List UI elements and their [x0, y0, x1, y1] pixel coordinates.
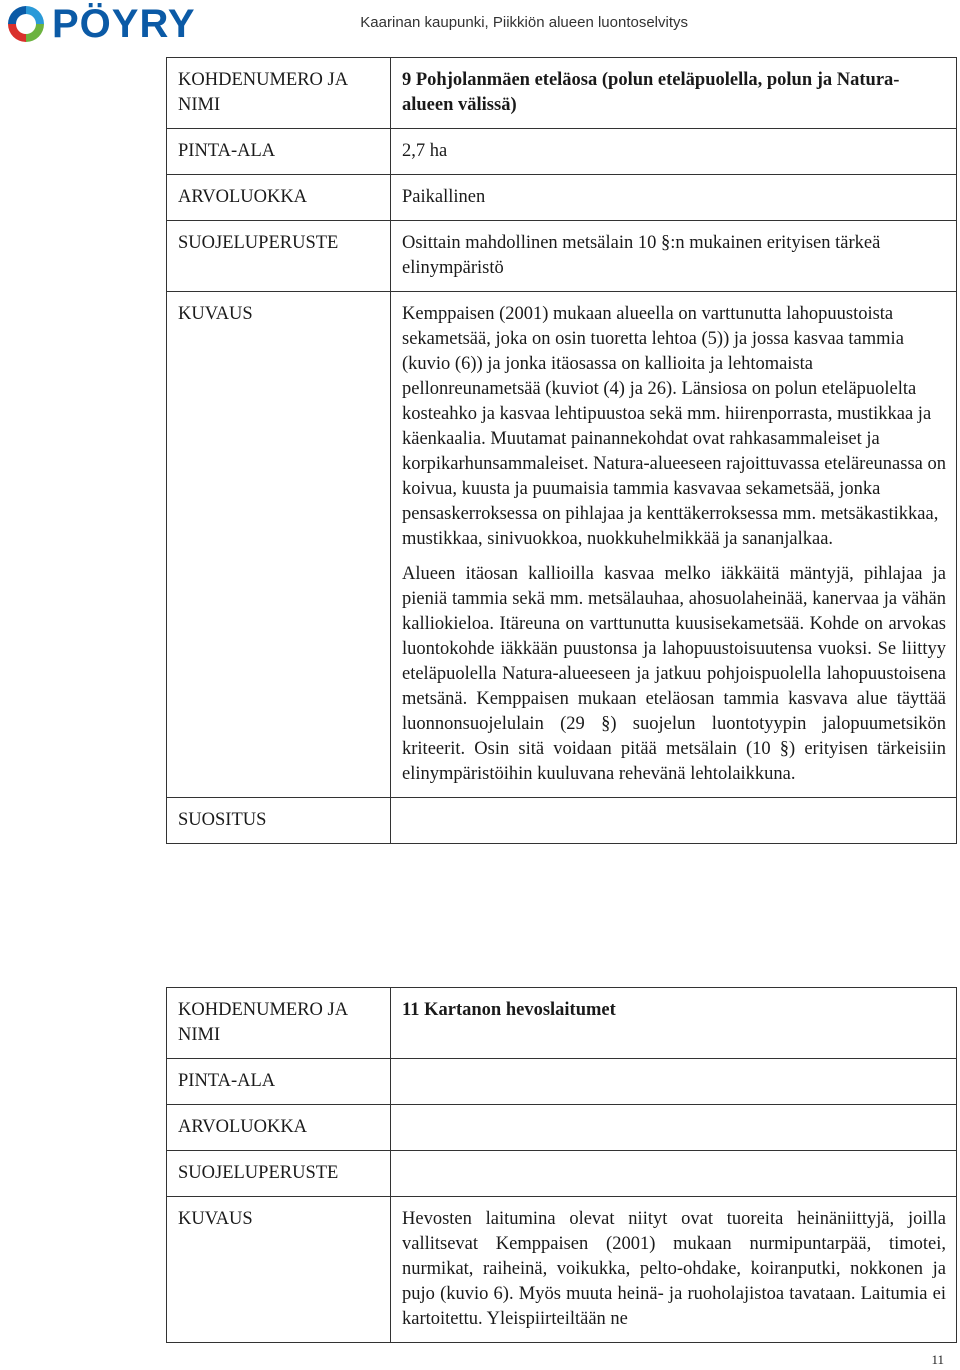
value-kuvaus	[391, 1197, 957, 1343]
label-kuvaus: KUVAUS	[167, 292, 391, 798]
label-pinta-ala: PINTA-ALA	[167, 129, 391, 175]
value-suojeluperuste: Osittain mahdollinen metsälain 10 §:n mukainen erityisen tärkeä elinympäristö	[391, 221, 957, 292]
value-arvoluokka: Paikallinen	[391, 175, 957, 221]
table-row	[167, 1059, 957, 1105]
table-row	[167, 58, 957, 129]
table-row	[167, 292, 957, 798]
value-kohdenumero: 11 Kartanon hevoslaitumet	[391, 988, 957, 1059]
poyry-logo-icon	[4, 2, 48, 46]
value-arvoluokka	[391, 1105, 957, 1151]
kuvaus-paragraph-1: Kemppaisen (2001) mukaan alueella on varttunutta lahopuustoista sekametsää, joka on osin tuoretta lehtoa (5)) ja jossa kasvaa tammia (kuvio (6)) ja jonka itäosassa on kallioita ja lehtomaista pellonreunametsää (kuviot (4) ja 26). Länsiosa on polun eteläpuolelta kosteahko ja kasvaa lehtipuustoa sekä mm. hiirenporrasta, mustikkaa ja käenkaalia. Muutamat painannekohdat ovat rahkasammaleiset ja korpikarhunsammaleiset. Natura-alueeseen rajoittuvassa eteläreunassa on koivua, kuusta ja puumaisia tammia kasvavaa sekametsää, jonka pensaskerroksessa on pihlajaa ja kenttäkerroksessa mm. metsäkastikkaa, mustikkaa, sinivuokkoa, nuokkuhelmikkää ja sananjalkaa.	[402, 304, 946, 549]
label-kuvaus: KUVAUS	[167, 1197, 391, 1343]
value-suositus	[391, 798, 957, 844]
kuvaus-paragraph-1: Hevosten laitumina olevat niityt ovat tuoreita heinäniittyjä, joilla vallitsevat Kemppaisen (2001) mukaan nurmipuntarpää, timotei, nurmikat, raiheinä, voikukka, pelto-ohdake, koiranputki, nokkonen ja pujo (kuvio 6). Myös muuta heinä- ja ruoholajistoa tavataan. Laitumia ei kartoitettu. Yleispiirteiltään ne	[402, 1209, 946, 1329]
page-number: 11	[931, 1352, 944, 1367]
label-suojeluperuste: SUOJELUPERUSTE	[167, 1151, 391, 1197]
value-pinta-ala: 2,7 ha	[391, 129, 957, 175]
table-row	[167, 798, 957, 844]
label-suojeluperuste: SUOJELUPERUSTE	[167, 221, 391, 292]
table-row	[167, 221, 957, 292]
poyry-logo	[4, 2, 196, 46]
table-row	[167, 988, 957, 1059]
value-kuvaus	[391, 292, 957, 798]
table-row	[167, 1197, 957, 1343]
table-row	[167, 129, 957, 175]
table-row	[167, 1105, 957, 1151]
poyry-wordmark: PÖYRY	[52, 2, 196, 46]
site-record-table-9	[166, 57, 957, 844]
label-suositus: SUOSITUS	[167, 798, 391, 844]
table-row	[167, 175, 957, 221]
value-kohdenumero: 9 Pohjolanmäen eteläosa (polun eteläpuolella, polun ja Natura-alueen välissä)	[391, 58, 957, 129]
label-pinta-ala: PINTA-ALA	[167, 1059, 391, 1105]
value-pinta-ala	[391, 1059, 957, 1105]
page-header	[0, 0, 960, 50]
value-suojeluperuste	[391, 1151, 957, 1197]
kuvaus-paragraph-2: Alueen itäosan kallioilla kasvaa melko iäkkäitä mäntyjä, pihlajaa ja pieniä tammia sekä mm. metsälauhaa, ahosuolaheinää, kanervaa ja vähän kalliokieloa. Itäreuna on varttunutta kuusisekametsää. Kohde on arvokas luontokohde iäkkään puustonsa ja lahopuustoisuutensa vuoksi. Se liittyy eteläpuolella Natura-alueeseen ja jatkuu pohjoispuolella lahopuustoisena metsänä. Kemppaisen mukaan eteläosan tammia kasvava alue täyttää luonnonsuojelulain (29 §) suojelun luontotyypin jalopuumetsikön kriteerit. Osin sitä voidaan pitää metsälain (10 §) erityisen tärkeisiin elinympäristöihin kuuluvana rehevänä lehtolaikkuna.	[402, 564, 946, 784]
label-kohdenumero: KOHDENUMERO JA NIMI	[167, 58, 391, 129]
document-title: Kaarinan kaupunki, Piikkiön alueen luontoselvitys	[360, 14, 688, 31]
label-arvoluokka: ARVOLUOKKA	[167, 1105, 391, 1151]
site-record-table-11	[166, 987, 957, 1343]
table-row	[167, 1151, 957, 1197]
label-kohdenumero: KOHDENUMERO JA NIMI	[167, 988, 391, 1059]
label-arvoluokka: ARVOLUOKKA	[167, 175, 391, 221]
